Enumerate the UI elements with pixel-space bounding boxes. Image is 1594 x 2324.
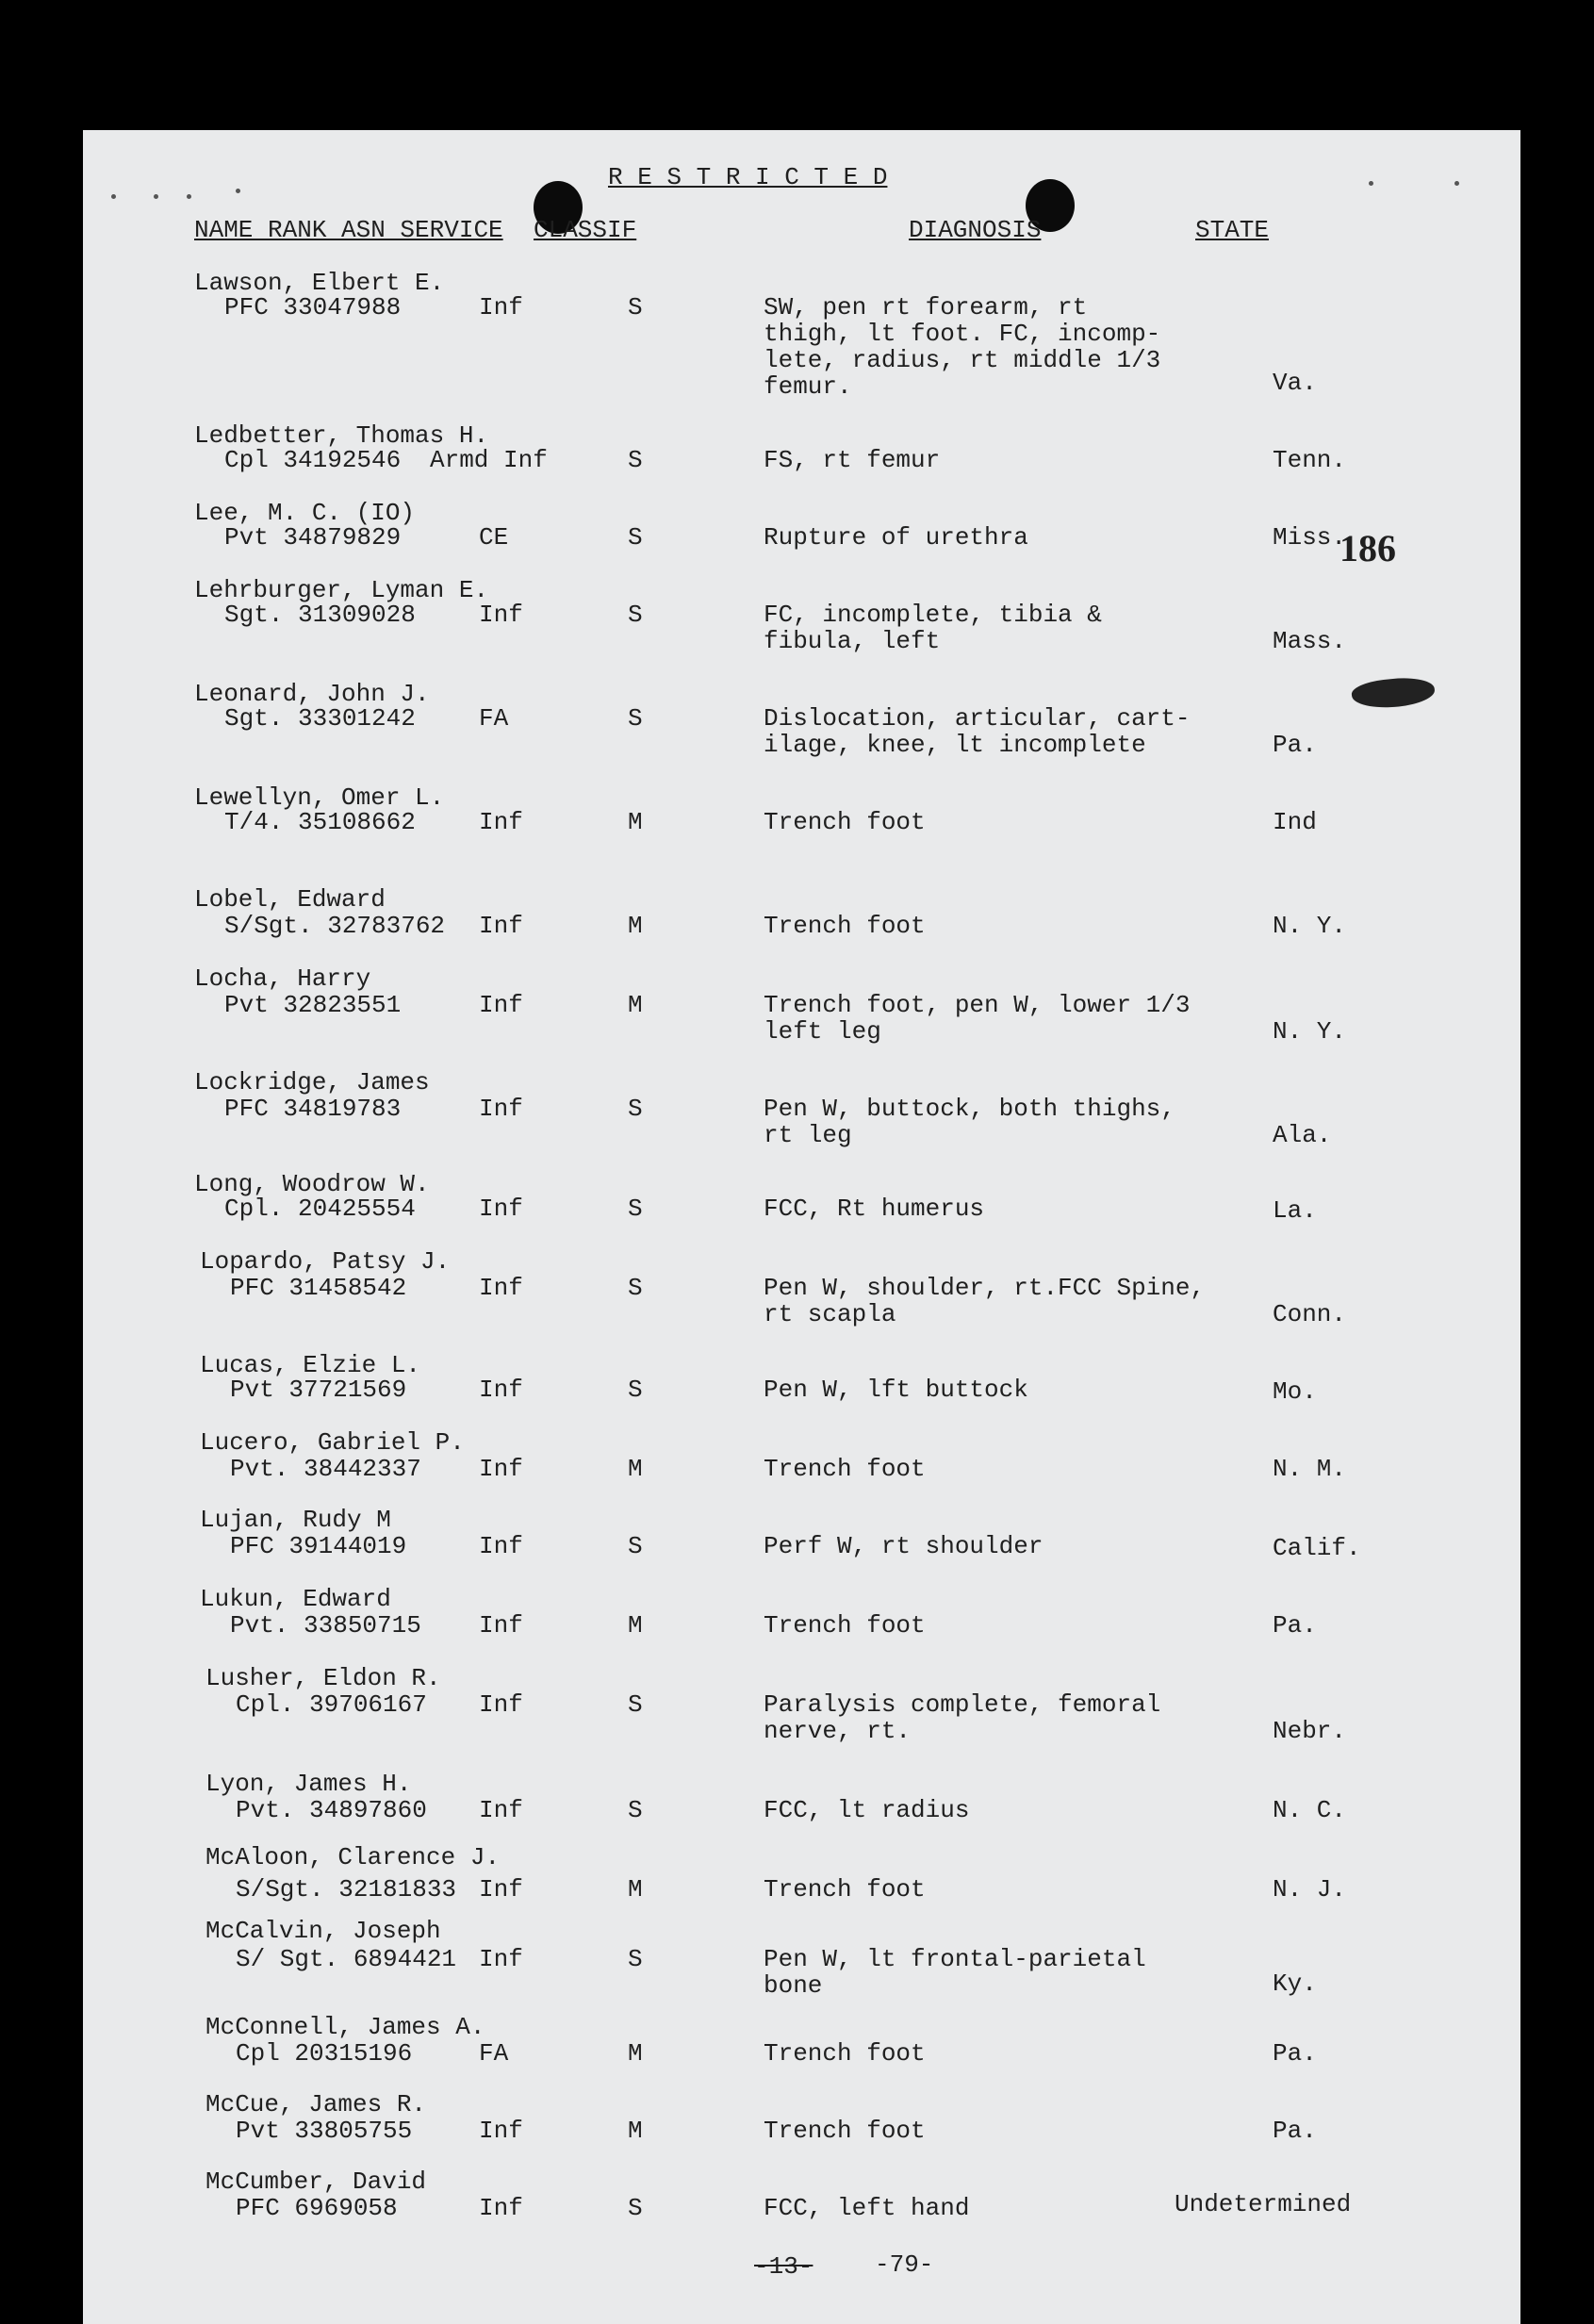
record-state: Pa. — [1273, 731, 1317, 759]
column-header-classif: CLASSIF — [534, 216, 637, 244]
record-classification: S — [628, 2194, 643, 2222]
stray-mark-icon — [1454, 181, 1459, 186]
record-name: McCalvin, Joseph — [205, 1917, 441, 1945]
footer-page-left: -13- — [754, 2252, 813, 2281]
record-state: N. J. — [1273, 1875, 1347, 1904]
footer-page-right: -79- — [875, 2250, 934, 2279]
record-service: FA — [479, 2039, 509, 2068]
record-name: Lewellyn, Omer L. — [194, 783, 445, 812]
record-state: Pa. — [1273, 1611, 1317, 1640]
record-name: Lee, M. C. (IO) — [194, 499, 416, 527]
record-service: Inf — [479, 1195, 523, 1223]
column-header-diagnosis: DIAGNOSIS — [909, 216, 1042, 244]
record-name: McConnell, James A. — [205, 2013, 485, 2041]
record-service: Armd Inf — [430, 446, 548, 474]
record-classification: S — [628, 523, 643, 552]
record-name: Lehrburger, Lyman E. — [194, 576, 489, 604]
record-rank-asn: Pvt 32823551 — [224, 991, 402, 1019]
record-service: Inf — [479, 1945, 523, 1973]
record-name: Lukun, Edward — [200, 1585, 391, 1613]
record-diagnosis: FS, rt femur — [764, 446, 941, 474]
record-service: FA — [479, 704, 509, 733]
record-diagnosis: Perf W, rt shoulder — [764, 1532, 1043, 1560]
record-state: N. Y. — [1273, 912, 1347, 940]
record-diagnosis: Trench foot — [764, 808, 926, 836]
record-diagnosis: Pen W, lft buttock — [764, 1376, 1028, 1404]
record-service: Inf — [479, 1611, 523, 1640]
record-diagnosis: Trench foot — [764, 1611, 926, 1640]
record-classification: S — [628, 1945, 643, 1973]
record-diagnosis: FCC, lt radius — [764, 1796, 970, 1824]
record-rank-asn: PFC 33047988 — [224, 293, 402, 321]
record-rank-asn: Pvt. 34897860 — [236, 1796, 427, 1824]
record-state: Nebr. — [1273, 1717, 1347, 1745]
record-name: Lawson, Elbert E. — [194, 269, 445, 297]
record-rank-asn: S/Sgt. 32783762 — [224, 912, 446, 940]
record-rank-asn: Sgt. 31309028 — [224, 601, 416, 629]
record-state: Miss. — [1273, 523, 1347, 552]
record-state: Conn. — [1273, 1300, 1347, 1328]
stray-mark-icon — [154, 194, 158, 199]
record-classification: S — [628, 704, 643, 733]
record-service: Inf — [479, 1376, 523, 1404]
record-name: Lobel, Edward — [194, 885, 386, 914]
record-name: Lyon, James H. — [205, 1770, 412, 1798]
record-service: Inf — [479, 1455, 523, 1483]
record-rank-asn: S/Sgt. 32181833 — [236, 1875, 457, 1904]
record-state: N. M. — [1273, 1455, 1347, 1483]
record-service: Inf — [479, 991, 523, 1019]
record-rank-asn: Cpl 20315196 — [236, 2039, 413, 2068]
record-diagnosis: Pen W, shoulder, rt.FCC Spine, rt scapla — [764, 1274, 1206, 1328]
record-name: Lockridge, James — [194, 1068, 430, 1096]
record-state: Mass. — [1273, 627, 1347, 655]
record-service: Inf — [479, 601, 523, 629]
record-name: McCumber, David — [205, 2167, 427, 2196]
record-diagnosis: FC, incomplete, tibia & fibula, left — [764, 601, 1102, 655]
record-diagnosis: Trench foot — [764, 2117, 926, 2145]
record-rank-asn: Pvt. 38442337 — [230, 1455, 421, 1483]
record-diagnosis: Dislocation, articular, cart- ilage, knee, lt incomplete — [764, 704, 1191, 759]
record-state: La. — [1273, 1196, 1317, 1225]
stray-mark-icon — [236, 189, 240, 193]
record-rank-asn: Pvt 37721569 — [230, 1376, 407, 1404]
column-header-state: STATE — [1195, 216, 1270, 244]
record-state: Pa. — [1273, 2117, 1317, 2145]
column-header-name: NAME RANK ASN SERVICE — [194, 216, 503, 244]
record-rank-asn: Pvt. 33850715 — [230, 1611, 421, 1640]
record-classification: S — [628, 446, 643, 474]
record-state: N. Y. — [1273, 1017, 1347, 1046]
record-diagnosis: Pen W, buttock, both thighs, rt leg — [764, 1095, 1175, 1149]
record-classification: M — [628, 991, 643, 1019]
record-rank-asn: Cpl. 39706167 — [236, 1690, 427, 1719]
record-classification: S — [628, 1690, 643, 1719]
record-state: Undetermined — [1175, 2190, 1352, 2218]
record-state: Mo. — [1273, 1377, 1317, 1406]
record-state: Ala. — [1273, 1121, 1332, 1149]
record-classification: S — [628, 1532, 643, 1560]
record-classification: M — [628, 912, 643, 940]
record-service: Inf — [479, 1690, 523, 1719]
record-rank-asn: PFC 31458542 — [230, 1274, 407, 1302]
document-page — [83, 130, 1520, 2324]
record-service: Inf — [479, 1532, 523, 1560]
record-service: Inf — [479, 808, 523, 836]
record-classification: S — [628, 1095, 643, 1123]
record-diagnosis: FCC, left hand — [764, 2194, 970, 2222]
record-service: CE — [479, 523, 509, 552]
record-rank-asn: PFC 6969058 — [236, 2194, 398, 2222]
record-service: Inf — [479, 2117, 523, 2145]
record-classification: S — [628, 601, 643, 629]
record-diagnosis: FCC, Rt humerus — [764, 1195, 985, 1223]
stray-mark-icon — [1369, 181, 1373, 186]
record-state: Va. — [1273, 369, 1317, 397]
record-state: Pa. — [1273, 2039, 1317, 2068]
record-state: Ind — [1273, 808, 1317, 836]
record-diagnosis: Rupture of urethra — [764, 523, 1028, 552]
record-rank-asn: Cpl 34192546 — [224, 446, 402, 474]
restricted-heading: R E S T R I C T E D — [608, 163, 888, 191]
record-name: Locha, Harry — [194, 964, 371, 993]
record-name: Lusher, Eldon R. — [205, 1664, 441, 1692]
record-diagnosis: Pen W, lt frontal-parietal bone — [764, 1945, 1146, 2000]
record-classification: M — [628, 1455, 643, 1483]
record-diagnosis: Trench foot, pen W, lower 1/3 left leg — [764, 991, 1191, 1046]
record-state: Tenn. — [1273, 446, 1347, 474]
stray-mark-icon — [111, 194, 116, 199]
record-name: Lucero, Gabriel P. — [200, 1428, 465, 1457]
record-diagnosis: Trench foot — [764, 1455, 926, 1483]
record-classification: S — [628, 1376, 643, 1404]
record-name: McAloon, Clarence J. — [205, 1843, 501, 1871]
record-service: Inf — [479, 1274, 523, 1302]
record-rank-asn: Sgt. 33301242 — [224, 704, 416, 733]
record-service: Inf — [479, 912, 523, 940]
stray-mark-icon — [187, 194, 191, 199]
record-rank-asn: Pvt 33805755 — [236, 2117, 413, 2145]
record-rank-asn: PFC 34819783 — [224, 1095, 402, 1123]
record-classification: S — [628, 293, 643, 321]
record-diagnosis: Trench foot — [764, 2039, 926, 2068]
record-name: Lucas, Elzie L. — [200, 1351, 421, 1379]
record-rank-asn: T/4. 35108662 — [224, 808, 416, 836]
record-name: Long, Woodrow W. — [194, 1170, 430, 1198]
record-service: Inf — [479, 2194, 523, 2222]
record-rank-asn: S/ Sgt. 6894421 — [236, 1945, 457, 1973]
record-rank-asn: Pvt 34879829 — [224, 523, 402, 552]
record-service: Inf — [479, 1796, 523, 1824]
record-diagnosis: Trench foot — [764, 912, 926, 940]
ink-smudge-icon — [1351, 674, 1437, 711]
record-service: Inf — [479, 293, 523, 321]
record-name: Ledbetter, Thomas H. — [194, 421, 489, 450]
record-diagnosis: SW, pen rt forearm, rt thigh, lt foot. FC, incomp- lete, radius, rt middle 1/3 femur. — [764, 293, 1161, 401]
record-service: Inf — [479, 1095, 523, 1123]
record-classification: S — [628, 1195, 643, 1223]
record-classification: M — [628, 2117, 643, 2145]
record-name: McCue, James R. — [205, 2090, 427, 2118]
record-diagnosis: Paralysis complete, femoral nerve, rt. — [764, 1690, 1161, 1745]
record-rank-asn: PFC 39144019 — [230, 1532, 407, 1560]
record-state: Calif. — [1273, 1534, 1361, 1562]
record-service: Inf — [479, 1875, 523, 1904]
record-classification: S — [628, 1796, 643, 1824]
page-stamp-number: 186 — [1339, 527, 1396, 569]
record-classification: M — [628, 2039, 643, 2068]
record-classification: S — [628, 1274, 643, 1302]
record-state: N. C. — [1273, 1796, 1347, 1824]
record-rank-asn: Cpl. 20425554 — [224, 1195, 416, 1223]
record-name: Lopardo, Patsy J. — [200, 1247, 451, 1276]
record-classification: M — [628, 1875, 643, 1904]
record-name: Leonard, John J. — [194, 680, 430, 708]
record-classification: M — [628, 1611, 643, 1640]
record-diagnosis: Trench foot — [764, 1875, 926, 1904]
record-classification: M — [628, 808, 643, 836]
record-state: Ky. — [1273, 1970, 1317, 1998]
record-name: Lujan, Rudy M — [200, 1506, 391, 1534]
